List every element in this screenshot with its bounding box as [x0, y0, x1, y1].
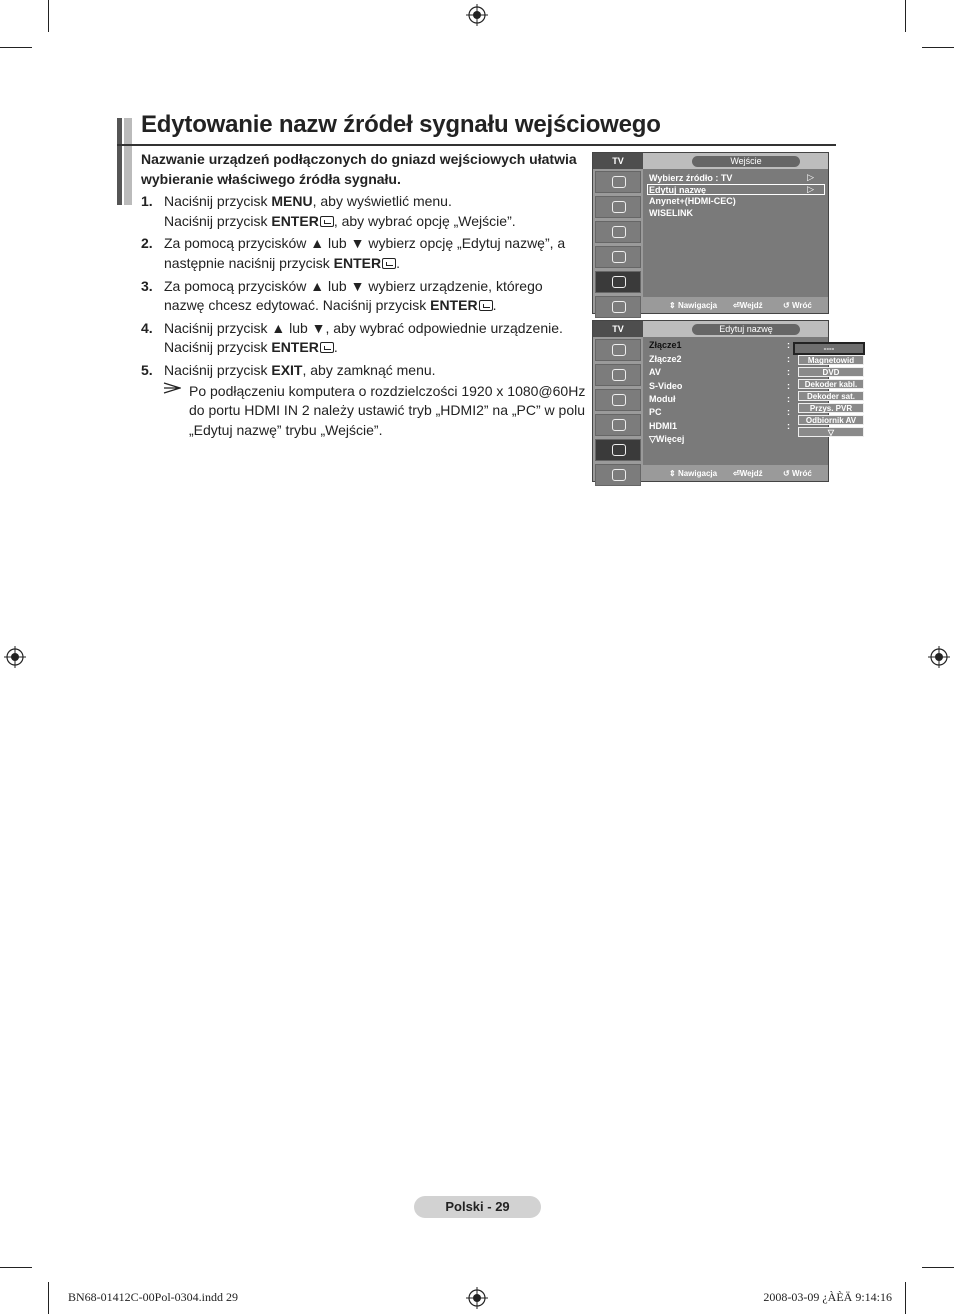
osd-item-more[interactable]: ▽Więcej: [649, 434, 685, 444]
heading-bar-light: [124, 118, 132, 205]
sound-icon[interactable]: [595, 196, 641, 218]
osd-item-edit-name[interactable]: Edytuj nazwę: [649, 185, 707, 195]
step-text: Naciśnij przycisk: [164, 212, 272, 229]
osd-colon: :: [787, 394, 790, 404]
dropdown-option-selected[interactable]: ----: [793, 342, 865, 355]
enter-key: ENTER: [271, 339, 319, 356]
step-3: [141, 277, 586, 316]
step-text: , aby wybrać opcję „Wejście”.: [333, 212, 516, 229]
step-1: [141, 192, 586, 231]
osd-back-label: ↺ Wróć: [783, 301, 812, 310]
enter-key: ENTER: [430, 297, 478, 314]
enter-key: ENTER: [271, 212, 319, 229]
step-text: Naciśnij przycisk: [164, 361, 272, 378]
osd-footer: [643, 297, 828, 313]
crop-mark: [922, 47, 954, 48]
osd-tab: TV: [593, 321, 643, 337]
osd-menu-list: [643, 169, 828, 297]
step-4: [141, 319, 586, 358]
crop-mark: [922, 1267, 954, 1268]
print-timestamp: 2008-03-09 ¿ÀÈÄ 9:14:16: [763, 1290, 892, 1304]
step-text: .: [492, 297, 497, 314]
title-rule: [117, 144, 836, 146]
step-number: 2.: [141, 235, 153, 252]
application-icon[interactable]: [595, 464, 641, 486]
crop-mark: [0, 47, 32, 48]
nav-text: Nawigacja: [677, 469, 718, 478]
file-slug: BN68-01412C-00Pol-0304.indd 29: [68, 1290, 239, 1304]
arrow-right-icon: ▷: [807, 172, 814, 182]
enter-icon: [479, 300, 493, 311]
osd-header-title: Edytuj nazwę: [692, 324, 800, 335]
osd-header-title: Wejście: [692, 156, 800, 167]
osd-item-svideo[interactable]: S-Video: [649, 381, 683, 391]
osd-enter-label: ⏎Wejdź: [733, 469, 763, 478]
step-text: Za pomocą przycisków ▲ lub ▼ wybierz urządzenie, którego nazwę chcesz edytować. Naciśnij przycisk: [164, 277, 543, 314]
osd-item-source[interactable]: Wybierz źródło : TV: [649, 173, 733, 183]
step-number: 5.: [141, 361, 153, 378]
arrow-right-icon: ▷: [807, 184, 814, 194]
osd-header: [643, 153, 828, 169]
osd-colon: :: [787, 340, 790, 350]
osd-sidebar: [593, 337, 643, 481]
note-text: Po podłączeniu komputera o rozdzielczości 1920 x 1080@60Hz do portu HDMI IN 2 należy ustawić tryb „HDMI2” na „PC” w polu „Edytuj nazwę” trybu „Wejście”.: [189, 382, 586, 438]
dropdown-more-icon[interactable]: ▽: [798, 427, 864, 437]
osd-item-pc[interactable]: PC: [649, 407, 662, 417]
step-text: .: [333, 339, 338, 356]
instructions: [141, 150, 586, 440]
step-number: 1.: [141, 193, 153, 210]
step-text: Naciśnij przycisk: [164, 339, 272, 356]
osd-enter-label: ⏎Wejdź: [733, 301, 763, 310]
dropdown-option[interactable]: Dekoder sat.: [798, 391, 864, 401]
crop-mark: [0, 1267, 32, 1268]
crop-mark: [48, 1282, 49, 1314]
osd-input-menu: [592, 152, 829, 314]
registration-mark-icon: [4, 646, 26, 668]
crop-mark: [905, 1282, 906, 1314]
note: [141, 382, 586, 441]
back-text: Wróć: [791, 301, 812, 310]
osd-item-av[interactable]: AV: [649, 367, 661, 377]
crop-mark: [48, 0, 49, 32]
osd-tab: TV: [593, 153, 643, 169]
enter-icon: [320, 342, 334, 353]
menu-key: MENU: [271, 193, 313, 210]
osd-item-hdmi1[interactable]: HDMI1: [649, 421, 678, 431]
step-text: , aby wyświetlić menu.: [312, 193, 452, 210]
registration-mark-icon: [466, 1287, 488, 1309]
osd-sidebar: [593, 169, 643, 313]
heading-bar-dark: [117, 118, 122, 205]
more-text: Więcej: [655, 434, 685, 444]
input-icon[interactable]: [595, 439, 641, 461]
dropdown-option[interactable]: DVD: [798, 367, 864, 377]
step-text: Naciśnij przycisk: [164, 193, 272, 210]
nav-text: Nawigacja: [677, 301, 718, 310]
channel-icon[interactable]: [595, 389, 641, 411]
osd-nav-label: ⇕ Nawigacja: [669, 301, 718, 310]
registration-mark-icon: [466, 4, 488, 26]
picture-icon[interactable]: [595, 339, 641, 361]
osd-colon: :: [787, 367, 790, 377]
page-title: Edytowanie nazw źródeł sygnału wejściowego: [141, 111, 661, 138]
picture-icon[interactable]: [595, 171, 641, 193]
step-5: [141, 361, 586, 381]
dropdown-option[interactable]: Odbiornik AV: [798, 415, 864, 425]
step-number: 3.: [141, 277, 153, 294]
osd-item-zlacze1[interactable]: Złącze1: [649, 340, 682, 350]
osd-back-label: ↺ Wróć: [783, 469, 812, 478]
osd-colon: :: [787, 407, 790, 417]
dropdown-option[interactable]: Przys. PVR: [798, 403, 864, 413]
step-text: Za pomocą przycisków ▲ lub ▼ wybierz opcję „Edytuj nazwę”, a następnie naciśnij przycisk: [164, 235, 566, 271]
enter-icon: [320, 216, 334, 227]
setup-icon[interactable]: [595, 414, 641, 436]
registration-mark-icon: [928, 646, 950, 668]
enter-key: ENTER: [333, 254, 382, 271]
osd-item-zlacze2[interactable]: Złącze2: [649, 354, 682, 364]
osd-item-anynet[interactable]: Anynet+(HDMI-CEC): [649, 196, 736, 206]
step-2: [141, 234, 586, 273]
osd-edit-name-menu: [592, 320, 858, 482]
enter-text: Wejdź: [739, 469, 763, 478]
step-text: Naciśnij przycisk ▲ lub ▼, aby wybrać odpowiednie urządzenie.: [164, 319, 563, 336]
page-number-badge: Polski - 29: [414, 1196, 541, 1218]
osd-header: [643, 321, 828, 337]
channel-icon[interactable]: [595, 221, 641, 243]
step-text: , aby zamknąć menu.: [302, 361, 436, 378]
exit-key: EXIT: [271, 361, 303, 378]
crop-mark: [905, 0, 906, 32]
enter-icon: [382, 258, 396, 269]
osd-colon: :: [787, 381, 790, 391]
intro-text: Nazwanie urządzeń podłączonych do gniazd wejściowych ułatwia wybieranie właściwego źródła sygnału.: [141, 151, 577, 187]
note-arrow-icon: [163, 382, 181, 394]
application-icon[interactable]: [595, 296, 641, 318]
sound-icon[interactable]: [595, 364, 641, 386]
osd-item-wiselink[interactable]: WISELINK: [649, 208, 693, 218]
input-icon[interactable]: [595, 271, 641, 293]
osd-nav-label: ⇕ Nawigacja: [669, 469, 718, 478]
step-text: .: [396, 254, 400, 271]
enter-text: Wejdź: [739, 301, 763, 310]
osd-footer: [643, 465, 828, 481]
dropdown-option[interactable]: Dekoder kabl.: [798, 379, 864, 389]
setup-icon[interactable]: [595, 246, 641, 268]
osd-colon: :: [787, 354, 790, 364]
step-number: 4.: [141, 319, 153, 336]
dropdown-option[interactable]: Magnetowid: [798, 355, 864, 365]
osd-item-modul[interactable]: Moduł: [649, 394, 676, 404]
back-text: Wróć: [791, 469, 812, 478]
osd-colon: :: [787, 421, 790, 431]
osd-menu-list: [643, 337, 858, 465]
